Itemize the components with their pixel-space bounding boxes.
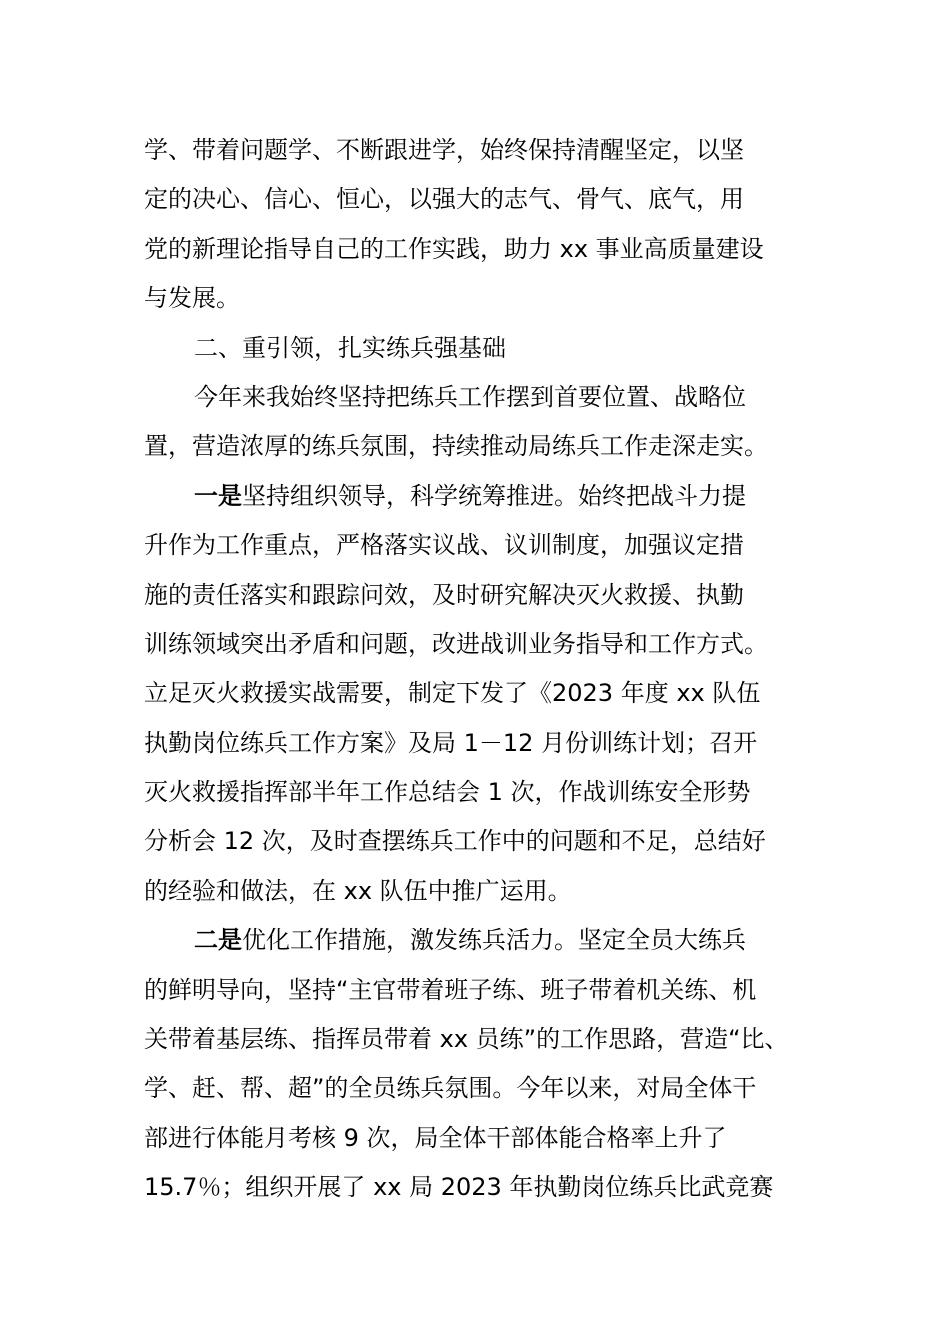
paragraph-line: 定的决心、信心、恒心，以强大的志气、骨气、底气，用 [144,185,744,214]
paragraph-line: 灭火救援指挥部半年工作总结会 1 次，作战训练安全形势 [144,778,751,807]
paragraph-line: 训练领域突出矛盾和问题，改进战训业务指导和工作方式。 [144,629,768,658]
paragraph-line: 关带着基层练、指挥员带着 xx 员练”的工作思路，营造“比、 [144,1025,789,1054]
document-body [144,126,804,1213]
paragraph-line: 升作为工作重点，严格落实议战、议训制度，加强议定措 [144,531,744,560]
section-heading: 二、重引领，扎实练兵强基础 [194,333,506,362]
paragraph-line: 学、赶、帮、超”的全员练兵氛围。今年以来，对局全体干 [144,1074,757,1103]
paragraph-line: 15.7％；组织开展了 xx 局 2023 年执勤岗位练兵比武竞赛 [144,1173,774,1202]
paragraph-line: 施的责任落实和跟踪问效，及时研究解决灭火救援、执勤 [144,580,744,609]
paragraph-line: 的鲜明导向，坚持“主官带着班子练、班子带着机关练、机 [144,975,757,1004]
paragraph-lead-rest: 优化工作措施，激发练兵活力。坚定全员大练兵 [242,926,746,955]
paragraph-line: 今年来我始终坚持把练兵工作摆到首要位置、战略位 [194,382,746,411]
paragraph-line: 分析会 12 次，及时查摆练兵工作中的问题和不足，总结好 [144,827,766,856]
paragraph-line: 执勤岗位练兵工作方案》及局 1－12 月份训练计划；召开 [144,728,758,757]
paragraph-line: 的经验和做法，在 xx 队伍中推广运用。 [144,876,572,905]
paragraph-lead-bold: 二是 [194,926,242,955]
paragraph-lead-bold: 一是 [194,481,242,510]
paragraph-lead-rest: 坚持组织领导，科学统筹推进。始终把战斗力提 [242,481,746,510]
paragraph-first-line [144,472,804,521]
paragraph-line: 置，营造浓厚的练兵氛围，持续推动局练兵工作走深走实。 [144,432,768,461]
paragraph-first-line [144,916,804,965]
paragraph-line: 与发展。 [144,284,240,313]
paragraph-line: 党的新理论指导自己的工作实践，助力 xx 事业高质量建设 [144,234,764,263]
paragraph-line: 立足灭火救援实战需要，制定下发了《2023 年度 xx 队伍 [144,679,761,708]
paragraph-line: 学、带着问题学、不断跟进学，始终保持清醒坚定，以坚 [144,136,744,164]
paragraph-line: 部进行体能月考核 9 次，局全体干部体能合格率上升了 [144,1123,727,1152]
